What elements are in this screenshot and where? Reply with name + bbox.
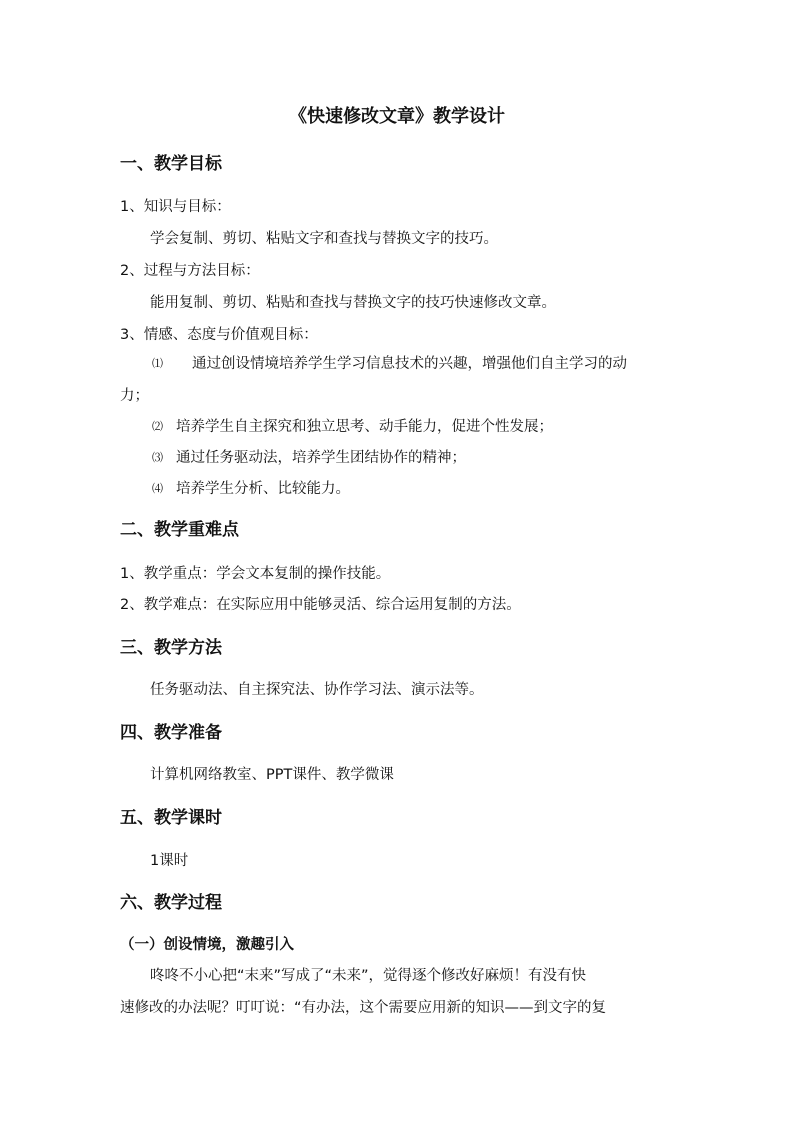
emotion-2-text: 培养学生自主探究和独立思考、动手能力，促进个性发展； <box>176 419 553 435</box>
objective-1-text: 学会复制、剪切、粘贴文字和查找与替换文字的技巧。 <box>150 231 498 247</box>
methods-text: 任务驱动法、自主探究法、协作学习法、演示法等。 <box>150 682 484 698</box>
process-paragraph-line-2: 速修改的办法呢？叮叮说：“有办法，这个需要应用新的知识——到文字的复 <box>120 1000 607 1016</box>
hours-text: 1课时 <box>150 853 189 869</box>
section-heading-key-points: 二、教学重难点 <box>120 520 239 540</box>
emotion-3-marker: ⑶ <box>152 451 163 464</box>
objective-1-label: 1、知识与目标： <box>120 199 231 215</box>
emotion-4-marker: ⑷ <box>152 482 163 495</box>
objective-3-label: 3、情感、态度与价值观目标： <box>120 327 318 343</box>
process-subheading: （一）创设情境，激趣引入 <box>120 937 294 953</box>
section-heading-preparation: 四、教学准备 <box>120 723 222 743</box>
preparation-text: 计算机网络教室、PPT课件、教学微课 <box>150 767 394 783</box>
section-heading-methods: 三、教学方法 <box>120 638 222 658</box>
emotion-3-text: 通过任务驱动法，培养学生团结协作的精神； <box>176 450 466 466</box>
objective-2-label: 2、过程与方法目标： <box>120 263 260 279</box>
emotion-4-text: 培养学生分析、比较能力。 <box>176 481 350 497</box>
emotion-2-marker: ⑵ <box>152 420 163 433</box>
key-point-2: 2、教学难点：在实际应用中能够灵活、综合运用复制的方法。 <box>120 597 521 613</box>
section-heading-objectives: 一、教学目标 <box>120 154 222 174</box>
section-heading-hours: 五、教学课时 <box>120 808 222 828</box>
emotion-1-text-cont: 力； <box>120 388 149 404</box>
emotion-1-text: 通过创设情境培养学生学习信息技术的兴趣，增强他们自主学习的动 <box>192 356 627 372</box>
section-heading-process: 六、教学过程 <box>120 893 222 913</box>
document-title: 《快速修改文章》教学设计 <box>289 106 505 127</box>
key-point-1: 1、教学重点：学会文本复制的操作技能。 <box>120 566 391 582</box>
emotion-1-marker: ⑴ <box>152 357 163 370</box>
objective-2-text: 能用复制、剪切、粘贴和查找与替换文字的技巧快速修改文章。 <box>150 295 556 311</box>
process-paragraph-line-1: 咚咚不小心把“末来”写成了“未来”，觉得逐个修改好麻烦！有没有快 <box>150 968 587 984</box>
